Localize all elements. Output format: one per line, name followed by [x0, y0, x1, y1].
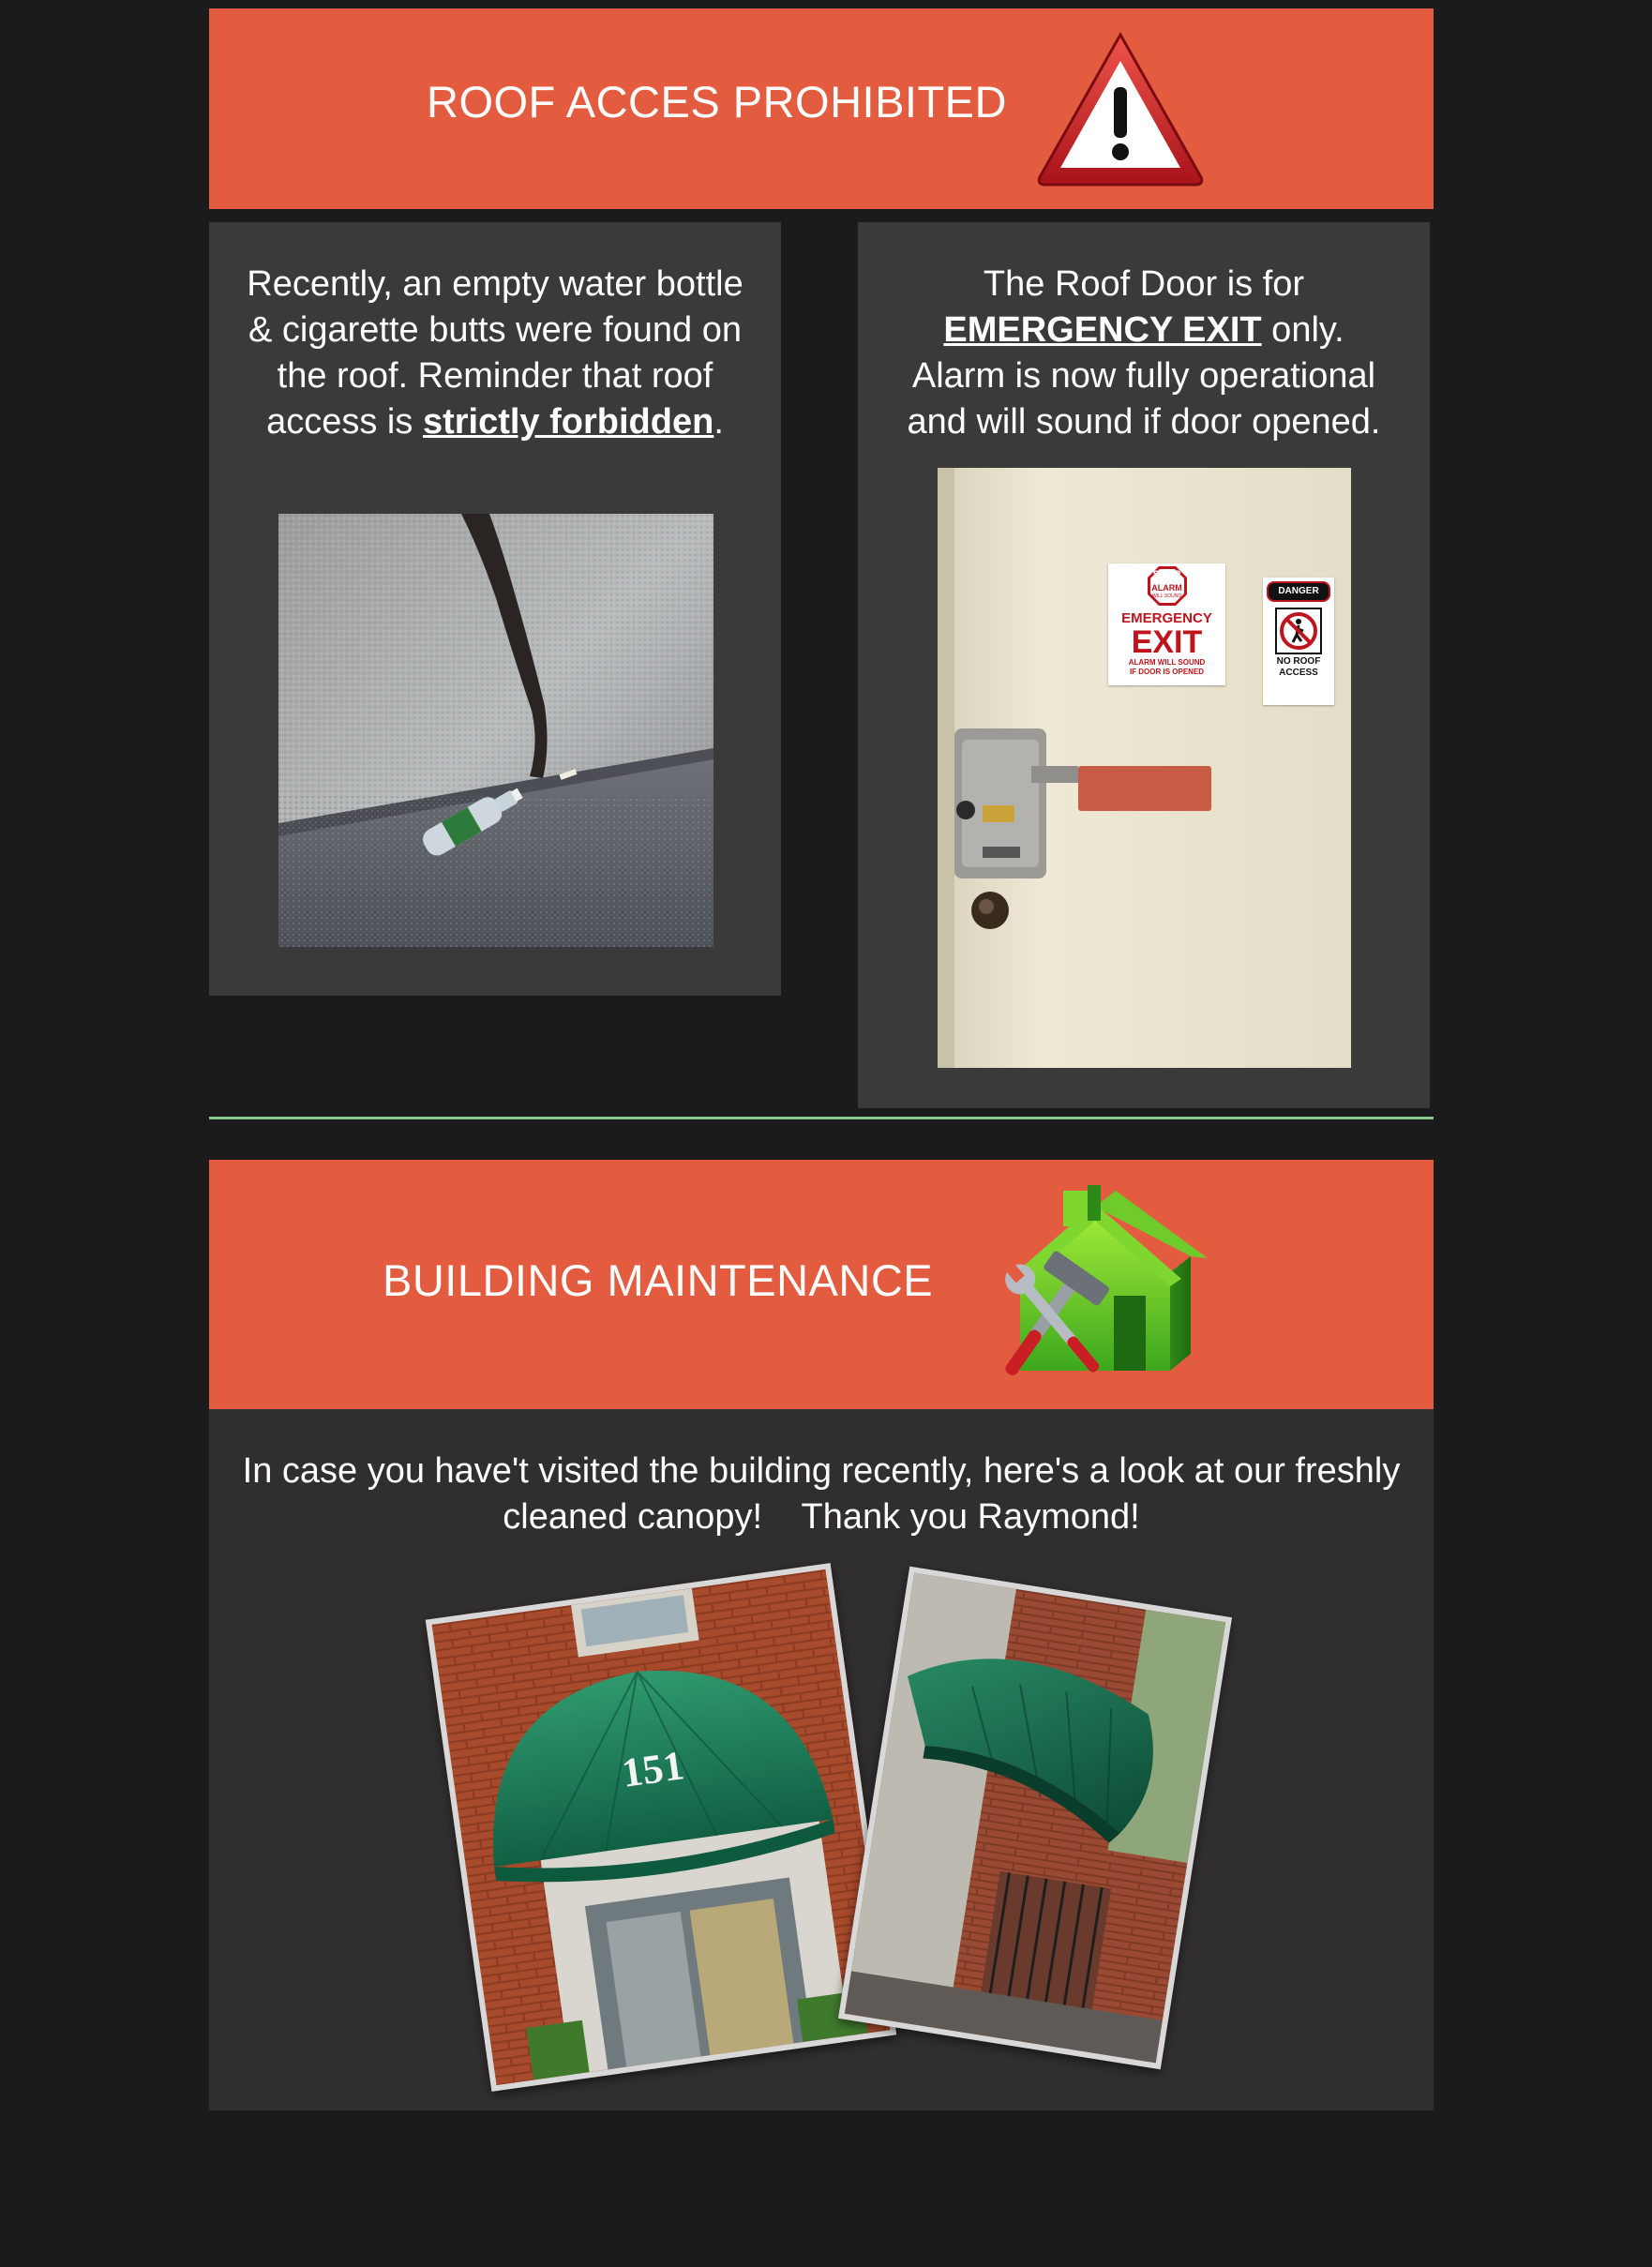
- left-text-period: .: [713, 402, 724, 442]
- sign-no-roof1: NO ROOF: [1276, 656, 1321, 667]
- maintenance-banner: [209, 1160, 1434, 1409]
- roof-banner: [209, 8, 1434, 209]
- sign-exit-sub2: IF DOOR IS OPENED: [1129, 668, 1205, 676]
- maintenance-text-line1: In case you have't visited the building recently, here's a look at our freshly: [242, 1451, 1401, 1491]
- maintenance-banner-title: BUILDING MAINTENANCE: [383, 1255, 934, 1305]
- house-with-tools-icon: [954, 1183, 1217, 1394]
- right-text-line1: The Roof Door is for: [983, 264, 1305, 304]
- canopy-number: 151: [619, 1742, 687, 1796]
- warning-triangle-icon: [1034, 29, 1207, 188]
- right-text-line3: Alarm is now fully operational and will sound if door opened.: [907, 356, 1381, 442]
- sign-alarm: ALARM: [1151, 583, 1182, 593]
- section-divider: [209, 1117, 1434, 1119]
- sign-no-roof2: ACCESS: [1279, 668, 1318, 678]
- left-text-main: Recently, an empty water bottle & cigarette butts were found on the roof. Reminder that roof access is: [247, 264, 743, 442]
- sign-stop: STOP: [1152, 569, 1181, 580]
- no-entry-person-icon: [1275, 608, 1322, 654]
- roof-right-panel: [858, 222, 1430, 1108]
- roof-left-text: [209, 262, 781, 445]
- canopy-side-photo: [838, 1567, 1232, 2069]
- roof-bottle-photo: [278, 514, 713, 947]
- sign-exit: EXIT: [1131, 624, 1203, 660]
- sign-danger: DANGER: [1267, 581, 1330, 602]
- left-text-emphasis: strictly forbidden: [422, 402, 714, 442]
- emergency-exit-sign: [1108, 563, 1225, 685]
- sign-alarm-sub: WILL SOUND: [1152, 593, 1181, 599]
- maintenance-panel: [209, 1409, 1434, 2110]
- sign-emergency: EMERGENCY: [1121, 610, 1212, 626]
- maintenance-text-line2: cleaned canopy! Thank you Raymond!: [503, 1497, 1140, 1537]
- roof-banner-title: ROOF ACCES PROHIBITED: [427, 77, 1007, 127]
- canopy-front-photo: [426, 1563, 896, 2092]
- roof-door-photo: [938, 468, 1351, 1068]
- roof-left-panel: [209, 222, 781, 996]
- no-roof-access-sign: [1263, 578, 1334, 705]
- right-text-only: only.: [1261, 310, 1344, 350]
- right-text-emphasis: EMERGENCY EXIT: [943, 310, 1262, 350]
- sign-exit-sub1: ALARM WILL SOUND: [1128, 658, 1206, 667]
- right-text-line2: [858, 308, 1430, 353]
